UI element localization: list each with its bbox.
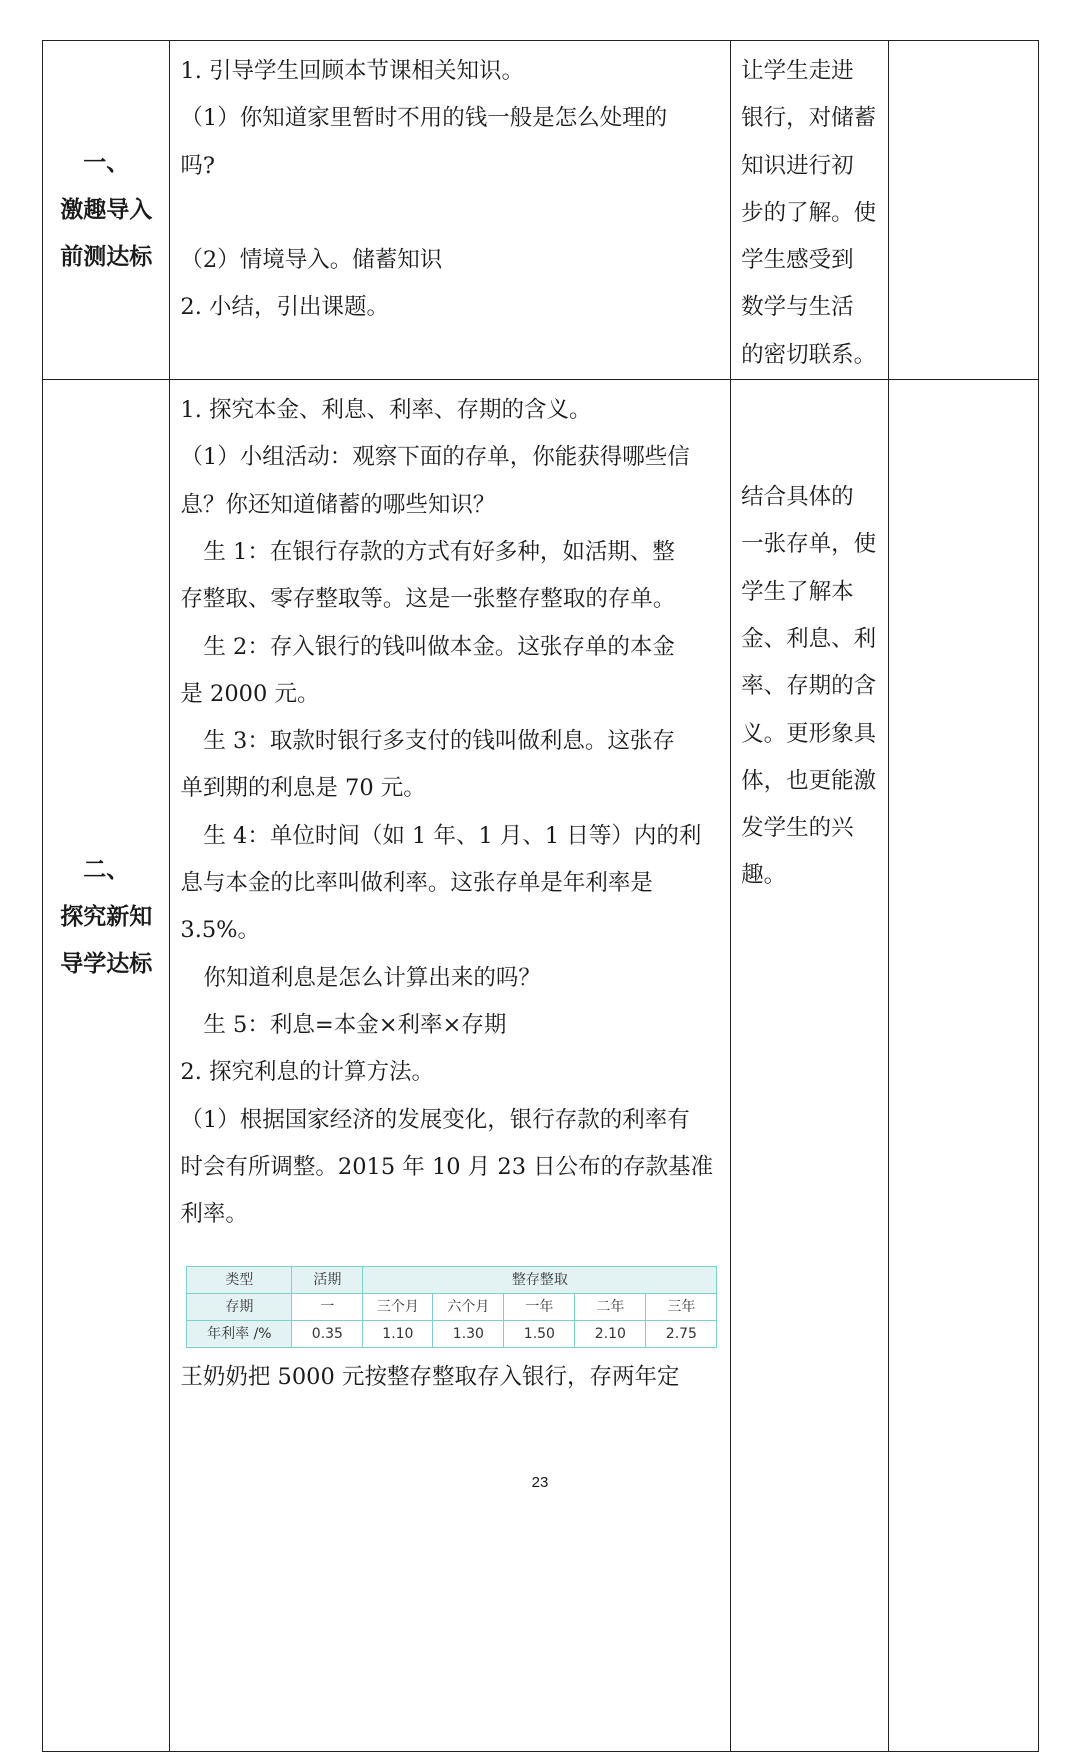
content-line: 1. 引导学生回顾本节课相关知识。	[180, 58, 524, 84]
stage-title-1	[43, 140, 169, 281]
note-line: 发学生的兴	[741, 815, 854, 842]
content-line: 2. 探究利息的计算方法。	[180, 1059, 434, 1086]
rate-table-header-row	[187, 1267, 717, 1294]
note-line: 一张存单，使	[741, 531, 877, 558]
stage-title-2	[43, 847, 169, 988]
content-line: （2）情境导入。储蓄知识	[180, 246, 443, 273]
rate-cell: 2.10	[575, 1321, 646, 1348]
deposit-rate-table	[186, 1266, 717, 1348]
blank-line	[180, 190, 720, 237]
content-line: 息？你还知道储蓄的哪些知识？	[180, 491, 496, 518]
note-line: 金、利息、利	[741, 625, 877, 652]
content-line: 2. 小结，引出课题。	[180, 294, 389, 321]
note-line: 步的了解。使	[741, 199, 877, 226]
content-line: 生 2：存入银行的钱叫做本金。这张存单的本金	[203, 633, 675, 660]
content-line: 生 4：单位时间（如 1 年、1 月、1 日等）内的利	[203, 822, 702, 849]
note-line: 趣。	[741, 862, 787, 889]
rate-table-term-row	[187, 1294, 717, 1321]
rate-cell: 0.35	[292, 1321, 363, 1348]
note-line: 率、存期的含	[741, 673, 877, 700]
note-line: 数学与生活	[741, 294, 854, 321]
rate-cell: 1.10	[363, 1321, 433, 1348]
content-line: 生 5：利息=本金×利率×存期	[203, 1011, 507, 1038]
fixed-label: 整存整取	[363, 1267, 717, 1294]
content-line: 单到期的利息是 70 元。	[180, 775, 426, 802]
term-cell: 二年	[575, 1294, 646, 1321]
note-line: 知识进行初	[741, 152, 854, 179]
content-line: （1）小组活动：观察下面的存单，你能获得哪些信	[180, 444, 690, 471]
note-line: 的密切联系。	[741, 341, 877, 368]
content-line: 息与本金的比率叫做利率。这张存单是年利率是	[180, 870, 653, 897]
content-line: 1. 探究本金、利息、利率、存期的含义。	[180, 397, 592, 424]
note-line: 结合具体的	[741, 484, 854, 511]
note-line: 义。更形象具	[741, 720, 877, 747]
stage-row-1	[43, 41, 1039, 380]
note-line: 学生感受到	[741, 247, 854, 274]
term-cell: 一	[292, 1294, 363, 1321]
rate-cell: 2.75	[646, 1321, 717, 1348]
note-cell-1	[731, 41, 888, 380]
stage-name-line: 激趣导入	[60, 196, 153, 223]
empty-cell-2	[888, 380, 1038, 1752]
content-line: 王奶奶把 5000 元按整存整取存入银行，存两年定	[180, 1364, 680, 1391]
term-cell: 一年	[504, 1294, 575, 1321]
content-line: 3.5%。	[180, 917, 261, 944]
term-cell: 三个月	[363, 1294, 433, 1321]
rate-cell: 1.30	[433, 1321, 504, 1348]
content-line: 生 1：在银行存款的方式有好多种，如活期、整	[203, 538, 675, 565]
stage-name-line: 前测达标	[60, 243, 153, 270]
stage-name-line: 导学达标	[60, 951, 153, 978]
note-line: 学生了解本	[741, 578, 854, 605]
stage-number: 一、	[83, 149, 130, 176]
content-line: 吗?	[180, 152, 215, 179]
note-line: 让学生走进	[741, 58, 854, 84]
content-line: 利率。	[180, 1201, 248, 1228]
rate-label: 年利率 /%	[187, 1321, 292, 1348]
current-label: 活期	[292, 1267, 363, 1294]
term-cell: 三年	[646, 1294, 717, 1321]
stage-row-2	[43, 380, 1039, 1752]
note-line: 体，也更能激	[741, 767, 877, 794]
content-line: 是 2000 元。	[180, 680, 320, 707]
term-cell: 六个月	[433, 1294, 504, 1321]
content-line: 生 3：取款时银行多支付的钱叫做利息。这张存	[203, 728, 675, 755]
note-cell-2	[731, 380, 888, 1752]
stage-number: 二、	[83, 857, 130, 884]
stage-cell-2	[43, 380, 170, 1752]
content-line: （1）你知道家里暂时不用的钱一般是怎么处理的	[180, 105, 668, 132]
rate-cell: 1.50	[504, 1321, 575, 1348]
type-label: 类型	[187, 1267, 292, 1294]
note-line: 银行，对储蓄	[741, 105, 877, 132]
stage-cell-1	[43, 41, 170, 380]
content-line: （1）根据国家经济的发展变化，银行存款的利率有	[180, 1106, 690, 1133]
content-line: 你知道利息是怎么计算出来的吗？	[203, 964, 541, 991]
rate-table-rate-row	[187, 1321, 717, 1348]
empty-cell-1	[888, 41, 1038, 380]
page-number: 23	[531, 1474, 549, 1491]
content-line: 存整取、零存整取等。这是一张整存整取的存单。	[180, 586, 676, 613]
content-line: 时会有所调整。2015 年 10 月 23 日公布的存款基准	[180, 1153, 714, 1180]
content-cell-2	[170, 380, 731, 1752]
lesson-plan-table	[42, 40, 1039, 1752]
term-label: 存期	[187, 1294, 292, 1321]
content-cell-1	[170, 41, 731, 380]
stage-name-line: 探究新知	[60, 904, 153, 931]
